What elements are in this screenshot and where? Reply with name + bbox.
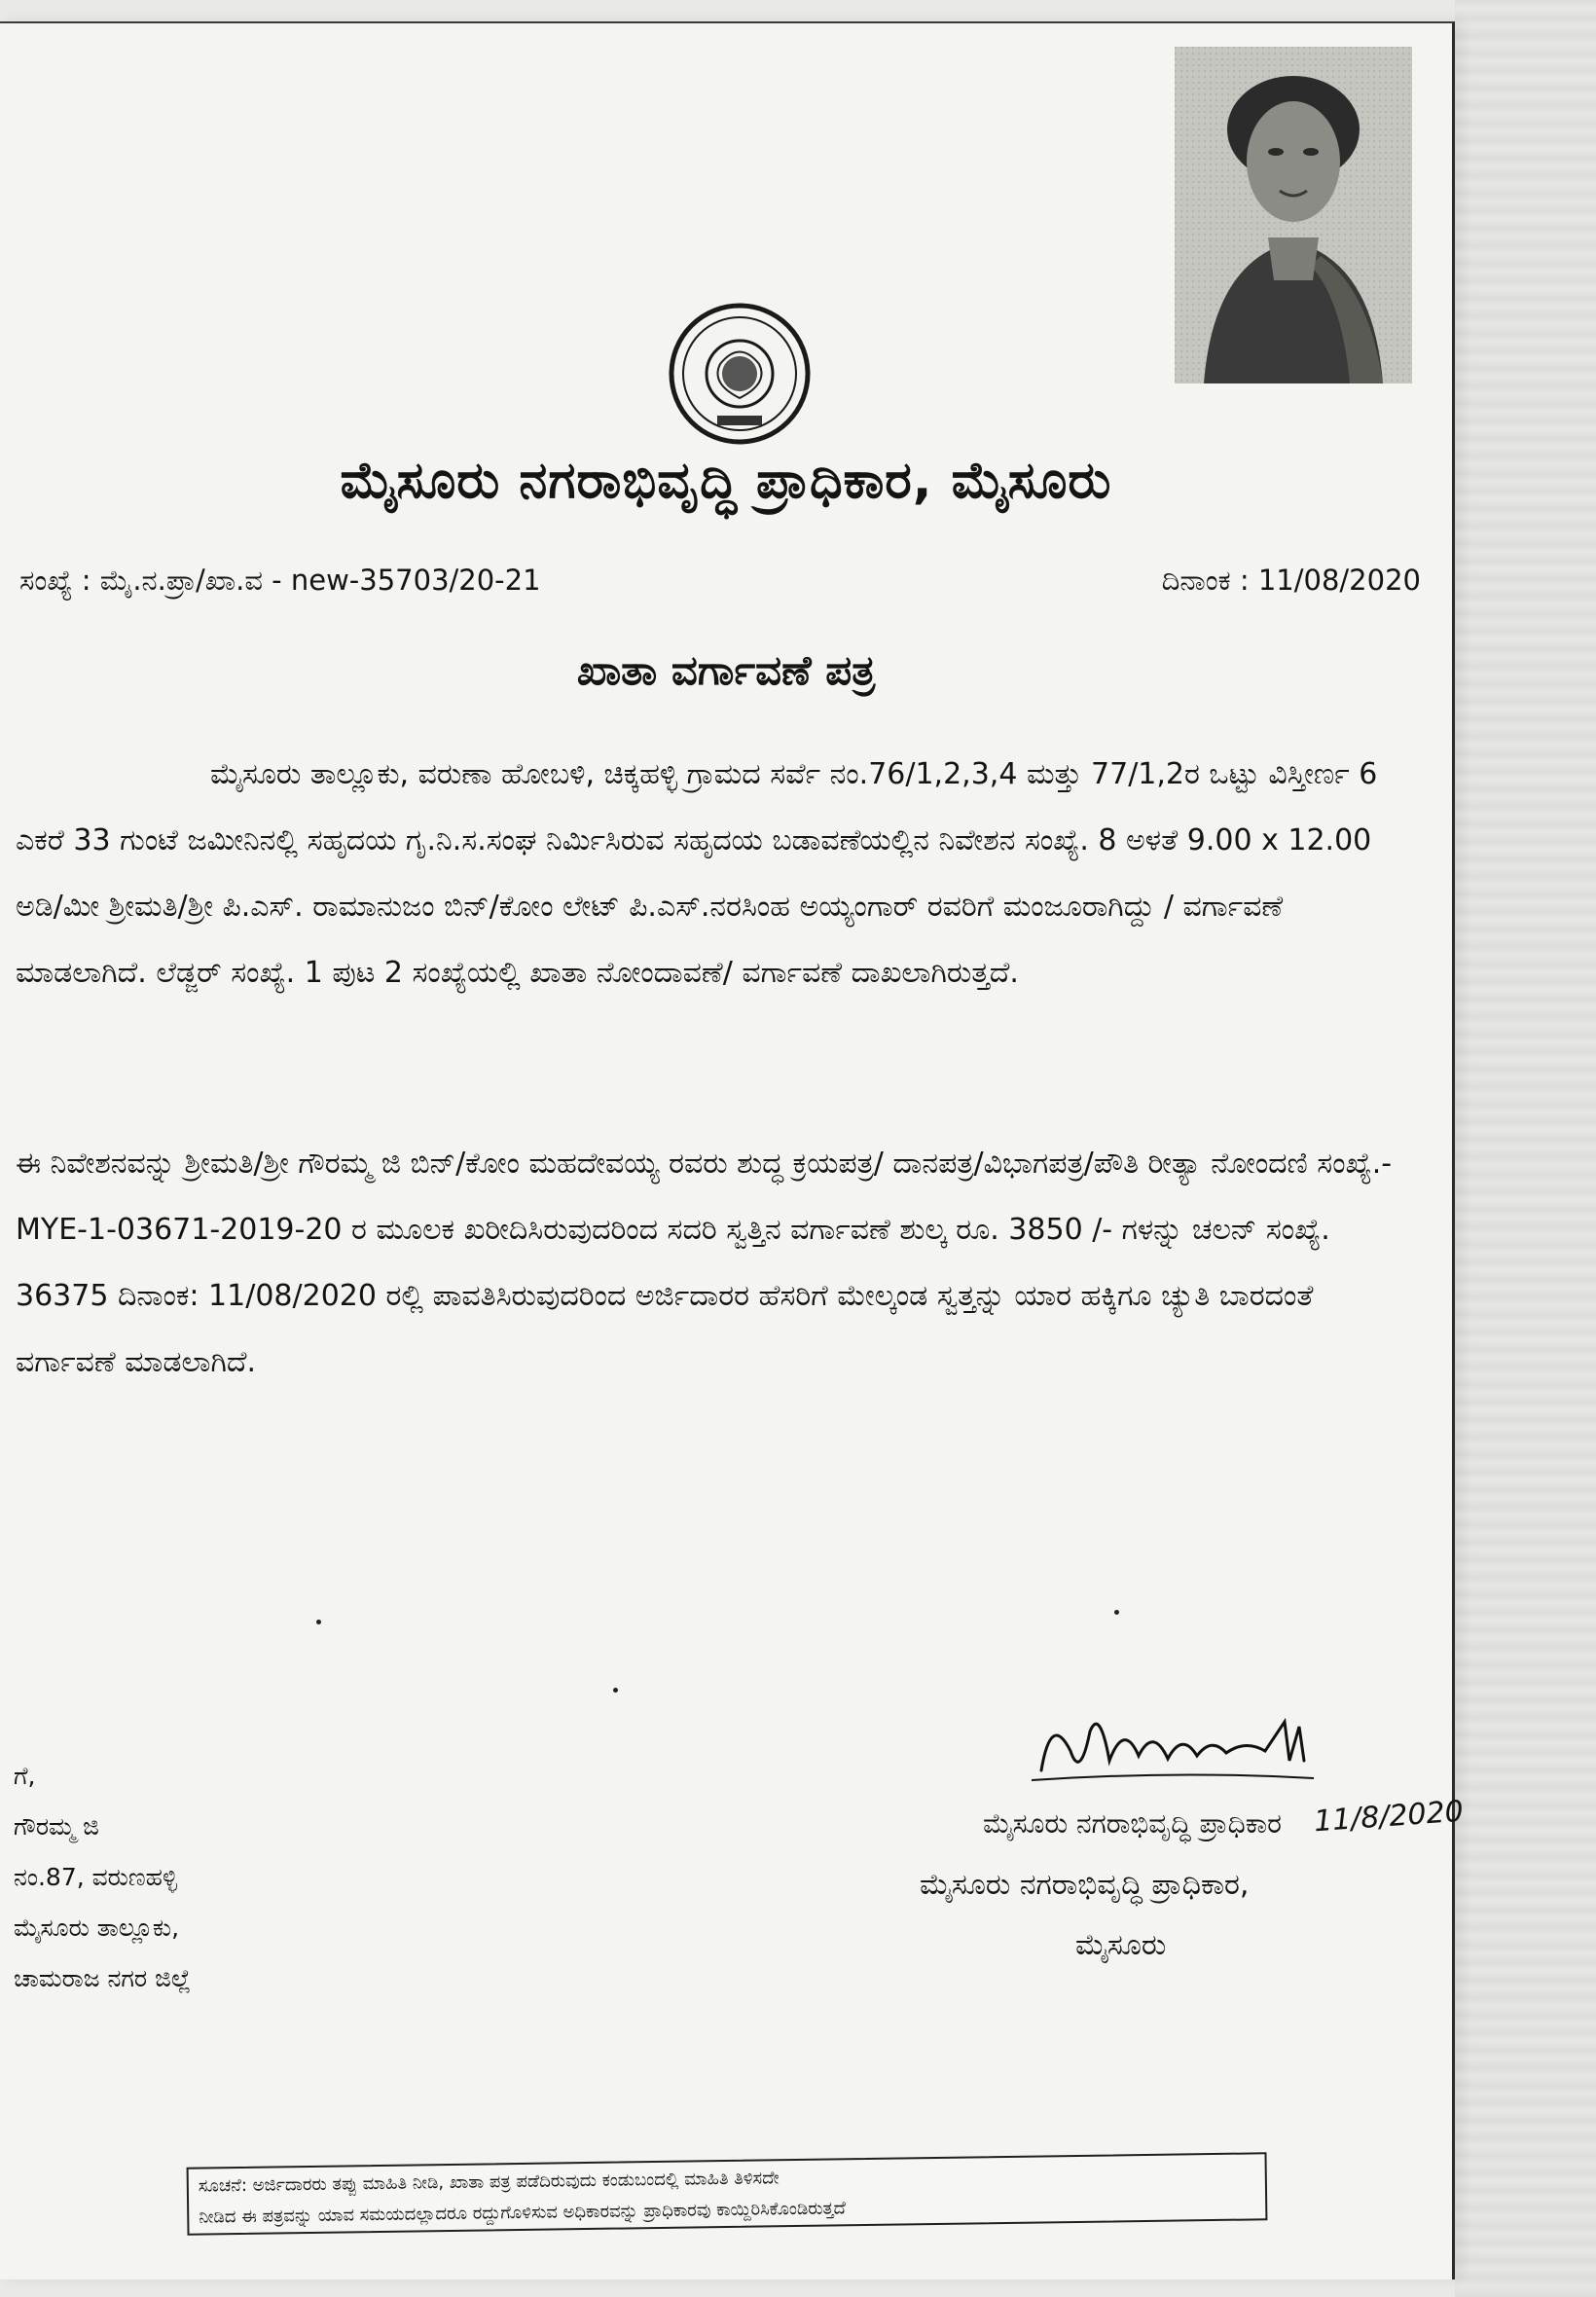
recipient-line: ಮೈಸೂರು ತಾಲ್ಲೂಕು,	[14, 1914, 180, 1942]
recipient-address	[14, 1751, 364, 2004]
reference-date: ದಿನಾಂಕ : 11/08/2020	[1161, 564, 1421, 597]
signatory-line-1: ಮೈಸೂರು ನಗರಾಭಿವೃದ್ಧಿ ಪ್ರಾಧಿಕಾರ	[983, 1807, 1282, 1840]
scan-margin	[1455, 0, 1596, 2297]
document-sheet	[0, 21, 1465, 2279]
document-subject: ಖಾತಾ ವರ್ಗಾವಣೆ ಪತ್ರ	[576, 646, 876, 694]
body-paragraph-2: ಈ ನಿವೇಶನವನ್ನು ಶ್ರೀಮತಿ/ಶ್ರೀ ಗೌರಮ್ಮ ಜಿ ಬಿನ್/ಕೋಂ ಮಹದೇವಯ್ಯ ರವರು ಶುದ್ಧ ಕ್ರಯಪತ್ರ/ ದಾನಪತ್ರ/ವಿಭಾಗಪತ್ರ/ಪೌತಿ ರೀತ್ಯಾ ನೋಂದಣಿ ಸಂಖ್ಯೆ.- MYE-1-03671-2019-20 ರ ಮೂಲಕ ಖರೀದಿಸಿರುವುದರಿಂದ ಸದರಿ ಸ್ವತ್ತಿನ ವರ್ಗಾವಣೆ ಶುಲ್ಕ ರೂ. 3850 /- ಗಳನ್ನು ಚಲನ್ ಸಂಖ್ಯೆ. 36375 ದಿನಾಂಕ: 11/08/2020 ರಲ್ಲಿ ಪಾವತಿಸಿರುವುದರಿಂದ ಅರ್ಜಿದಾರರ ಹೆಸರಿಗೆ ಮೇಲ್ಕಂಡ ಸ್ವತ್ತನ್ನು ಯಾರ ಹಕ್ಕಿಗೂ ಚ್ಯುತಿ ಬಾರದಂತೆ ವರ್ಗಾವಣೆ ಮಾಡಲಾಗಿದೆ.	[16, 1147, 1393, 1379]
reference-number: ಸಂಖ್ಯೆ : ಮೈ.ನ.ಪ್ರಾ/ಖಾ.ವ - new-35703/20-21	[19, 564, 541, 597]
signature-date: 11/8/2020	[1312, 1794, 1465, 1840]
signature	[1032, 1702, 1324, 1790]
scan-speck	[1114, 1610, 1119, 1615]
recipient-line: ಗೌರಮ್ಮ ಜಿ	[14, 1812, 99, 1841]
scan-speck	[613, 1688, 618, 1693]
applicant-photo	[1175, 47, 1412, 383]
to-label: ಗೆ,	[14, 1762, 36, 1790]
footer-note-line-2: ನೀಡಿದ ಈ ಪತ್ರವನ್ನು ಯಾವ ಸಮಯದಲ್ಲಾದರೂ ರದ್ದುಗೊಳಿಸುವ ಅಧಿಕಾರವನ್ನು ಪ್ರಾಧಿಕಾರವು ಕಾಯ್ದಿರಿಸಿಕೊಂಡಿರುತ್ತದೆ	[199, 2198, 847, 2228]
authority-title: ಮೈಸೂರು ನಗರಾಭಿವೃದ್ಧಿ ಪ್ರಾಧಿಕಾರ, ಮೈಸೂರು	[340, 452, 1112, 510]
signatory-block	[915, 1702, 1465, 1994]
recipient-line: ನಂ.87, ವರುಣಹಳ್ಳಿ	[14, 1863, 178, 1891]
footer-note	[187, 2152, 1268, 2235]
authority-seal	[667, 301, 813, 447]
reference-row	[19, 564, 1421, 606]
scan-speck	[316, 1620, 321, 1624]
footer-note-line-1: ಸೂಚನೆ: ಅರ್ಜಿದಾರರು ತಪ್ಪು ಮಾಹಿತಿ ನೀಡಿ, ಖಾತಾ ಪತ್ರ ಪಡೆದಿರುವುದು ಕಂಡುಬಂದಲ್ಲಿ ಮಾಹಿತಿ ತಿಳಿಸದೇ	[198, 2168, 780, 2197]
signatory-line-2: ಮೈಸೂರು ನಗರಾಭಿವೃದ್ಧಿ ಪ್ರಾಧಿಕಾರ,	[920, 1868, 1250, 1902]
signatory-line-3: ಮೈಸೂರು	[1075, 1928, 1167, 1962]
body-paragraph-1: ಮೈಸೂರು ತಾಲ್ಲೂಕು, ವರುಣಾ ಹೋಬಳಿ, ಚಿಕ್ಕಹಳ್ಳಿ ಗ್ರಾಮದ ಸರ್ವೆ ನಂ.76/1,2,3,4 ಮತ್ತು 77/1,2ರ ಒಟ್ಟು ವಿಸ್ತೀರ್ಣ 6 ಎಕರೆ 33 ಗುಂಟೆ ಜಮೀನಿನಲ್ಲಿ ಸಹೃದಯ ಗೃ.ನಿ.ಸ.ಸಂಘ ನಿರ್ಮಿಸಿರುವ ಸಹೃದಯ ಬಡಾವಣೆಯಲ್ಲಿನ ನಿವೇಶನ ಸಂಖ್ಯೆ. 8 ಅಳತೆ 9.00 x 12.00 ಅಡಿ/ಮೀ ಶ್ರೀಮತಿ/ಶ್ರೀ ಪಿ.ಎಸ್. ರಾಮಾನುಜಂ ಬಿನ್/ಕೋಂ ಲೇಟ್ ಪಿ.ಎಸ್.ನರಸಿಂಹ ಅಯ್ಯಂಗಾರ್ ರವರಿಗೆ ಮಂಜೂರಾಗಿದ್ದು / ವರ್ಗಾವಣೆ ಮಾಡಲಾಗಿದೆ. ಲೆಡ್ಜರ್ ಸಂಖ್ಯೆ. 1 ಪುಟ 2 ಸಂಖ್ಯೆಯಲ್ಲಿ ಖಾತಾ ನೋಂದಾವಣೆ/ ವರ್ಗಾವಣೆ ದಾಖಲಾಗಿರುತ್ತದೆ.	[16, 757, 1378, 990]
recipient-line: ಚಾಮರಾಜ ನಗರ ಜಿಲ್ಲೆ	[14, 1964, 192, 1992]
